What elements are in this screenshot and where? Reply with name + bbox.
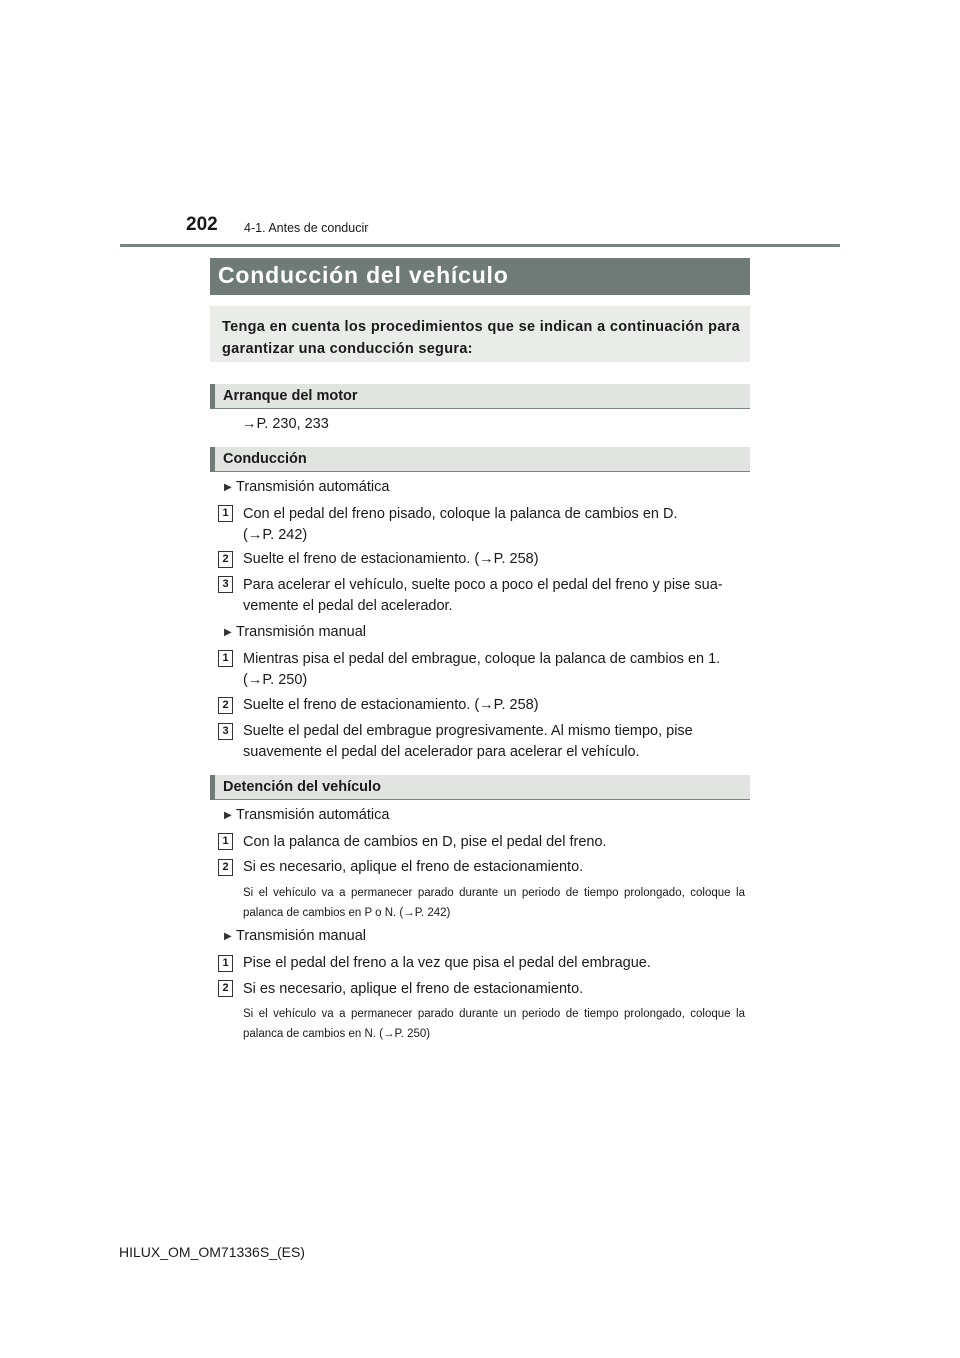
subheading-arranque-label: Arranque del motor — [223, 388, 358, 404]
step-number-badge: 3 — [218, 576, 233, 593]
triangle-bullet-icon: ▶ — [224, 810, 232, 821]
subheading-arranque — [210, 384, 750, 409]
triangle-bullet-icon: ▶ — [224, 627, 232, 638]
conduccion-auto-step-1: Con el pedal del freno pisado, coloque la palanca de cambios en D. (→P. 242) — [243, 506, 678, 543]
section-reference: 4-1. Antes de conducir — [244, 221, 369, 235]
detencion-manual-note: Si el vehículo va a permanecer parado durante un periodo de tiempo prolongado, coloque la palanca de cambios en N. (→P. 250) — [243, 1008, 745, 1040]
arranque-page-ref: →P. 230, 233 — [242, 416, 329, 432]
subheading-detencion — [210, 775, 750, 800]
header-divider — [120, 244, 840, 247]
subheading-detencion-label: Detención del vehículo — [223, 779, 381, 795]
step-number-badge: 2 — [218, 980, 233, 997]
conduccion-manual-step-3: Suelte el pedal del embrague progresivamente. Al mismo tiempo, pise suavemente el pedal del acelerador para acelerar el vehículo. — [243, 723, 693, 760]
step-number-badge: 1 — [218, 650, 233, 667]
detencion-auto-step-2: Si es necesario, aplique el freno de estacionamiento. — [243, 859, 584, 875]
step-number-badge: 3 — [218, 723, 233, 740]
conduccion-manual-step-1: Mientras pisa el pedal del embrague, coloque la palanca de cambios en 1. (→P. 250) — [243, 651, 721, 688]
step-number-badge: 2 — [218, 697, 233, 714]
detencion-auto-note: Si el vehículo va a permanecer parado durante un periodo de tiempo prolongado, coloque la palanca de cambios en P o N. (→P. 242) — [243, 887, 745, 919]
triangle-bullet-icon: ▶ — [224, 931, 232, 942]
step-number-badge: 1 — [218, 955, 233, 972]
subheading-conduccion-label: Conducción — [223, 451, 307, 467]
step-number-badge: 1 — [218, 505, 233, 522]
detencion-manual-step-1: Pise el pedal del freno a la vez que pisa el pedal del embrague. — [243, 955, 651, 971]
subheading-conduccion — [210, 447, 750, 472]
step-number-badge: 2 — [218, 551, 233, 568]
conduccion-manual-step-2: Suelte el freno de estacionamiento. (→P. 258) — [243, 697, 539, 713]
detencion-auto-step-1: Con la palanca de cambios en D, pise el pedal del freno. — [243, 834, 607, 850]
detencion-manual-step-2: Si es necesario, aplique el freno de estacionamiento. — [243, 981, 584, 997]
intro-box — [210, 306, 750, 362]
page-number: 202 — [186, 214, 218, 235]
conduccion-auto-label: ▶ Transmisión automática — [224, 479, 390, 495]
intro-text: Tenga en cuenta los procedimientos que se indican a continuación para garantizar una conducción segura: — [222, 319, 740, 357]
step-number-badge: 1 — [218, 833, 233, 850]
document-footer-code: HILUX_OM_OM71336S_(ES) — [119, 1244, 305, 1260]
detencion-manual-label: ▶ Transmisión manual — [224, 928, 367, 944]
detencion-auto-label: ▶ Transmisión automática — [224, 807, 390, 823]
conduccion-manual-label: ▶ Transmisión manual — [224, 624, 367, 640]
conduccion-auto-step-2: Suelte el freno de estacionamiento. (→P. 258) — [243, 551, 539, 567]
triangle-bullet-icon: ▶ — [224, 482, 232, 493]
step-number-badge: 2 — [218, 859, 233, 876]
page-title-bar — [210, 258, 750, 295]
conduccion-auto-step-3: Para acelerar el vehículo, suelte poco a poco el pedal del freno y pise sua- vemente el pedal del acelerador. — [243, 577, 723, 614]
page-title: Conducción del vehículo — [218, 262, 509, 288]
